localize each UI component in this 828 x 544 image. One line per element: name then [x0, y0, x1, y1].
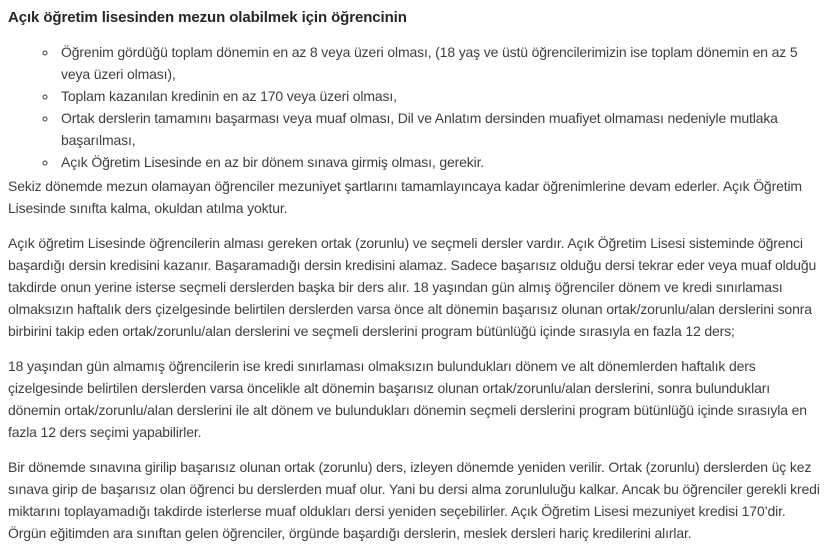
requirement-item-exam-attendance: ◦ Açık Öğretim Lisesinde en az bir dönem sınava girmiş olması, gerekir. — [58, 151, 820, 173]
paragraph-no-expulsion: Sekiz dönemde mezun olamayan öğrenciler mezuniyet şartlarını tamamlayıncaya kadar öğrenimlerine devam ederler. Açık Öğretim Lisesinde sınıfta kalma, okuldan atılma yoktur. — [8, 178, 802, 216]
requirement-item-credits: ◦ Toplam kazanılan kredinin en az 170 veya üzeri olması, — [58, 85, 820, 107]
paragraph-exemption-and-credits: Bir dönemde sınavına girilip başarısız olunan ortak (zorunlu) ders, izleyen dönemde yeniden verilir. Ortak (zorunlu) derslerden üç kez sınava girip de başarısız olan öğrenci bu derslerden muaf olur. Yani bu dersi alma zorunluluğu kalkar. Ancak bu öğrenciler gerekli kredi miktarını toplayamadığı takdirde isterlerse muaf oldukları dersi yeniden seçebilirler. Açık Öğretim Lisesi mezuniyet kredisi 170’dir. Örgün eğitimden ara sınıftan gelen öğrenciler, örgünde başardığı derslerin, meslek dersleri hariç kredilerini alırlar. — [8, 459, 820, 541]
graduation-requirements-list — [8, 41, 820, 173]
requirement-item-common-courses: ◦ Ortak derslerin tamamını başarması veya muaf olması, Dil ve Anlatım dersinden muafiyet olmaması nedeniyle mutlaka başarılması, — [58, 107, 820, 151]
requirement-item-terms: ◦ Öğrenim gördüğü toplam dönemin en az 8 veya üzeri olması, (18 yaş ve üstü öğrencilerimizin ise toplam dönemin en az 5 veya üzeri olması), — [58, 41, 820, 85]
paragraph-course-selection-over-18: Açık öğretim Lisesinde öğrencilerin alması gereken ortak (zorunlu) ve seçmeli dersler vardır. Açık Öğretim Lisesi sisteminde öğrenci başardığı dersin kredisini kazanır. Başaramadığı dersin kredisini alamaz. Sadece başarısız olduğu dersi tekrar eder veya muaf olduğu takdirde onun yerine isterse seçmeli derslerden başka bir ders alır. 18 yaşından gün almış öğrenciler dönem ve kredi sınırlaması olmaksızın haftalık ders çizelgesinde belirtilen derslerden varsa önce alt dönemin başarısız olunan ortak/zorunlu/alan derslerini sonra birbirini takip eden ortak/zorunlu/alan derslerini ve seçmeli derslerini program bütünlüğü içinde sırasıyla en fazla 12 ders; — [8, 235, 817, 339]
document-content — [8, 7, 820, 544]
page-heading: Açık öğretim lisesinden mezun olabilmek için öğrencinin — [8, 9, 407, 26]
paragraph-course-selection-under-18: 18 yaşından gün almamış öğrencilerin ise kredi sınırlaması olmaksızın bulundukları dönem ve alt dönemlerden haftalık ders çizelgesinde belirtilen derslerden varsa öncelikle alt dönemin başarısız olunan ortak/zorunlu/alan derslerini, sonra bulundukları dönemin ortak/zorunlu/alan derslerini ile alt dönem ve bulundukları dönemin seçmeli derslerini program bütünlüğü içinde sırasıyla en fazla 12 ders seçimi yapabilirler. — [8, 358, 807, 440]
